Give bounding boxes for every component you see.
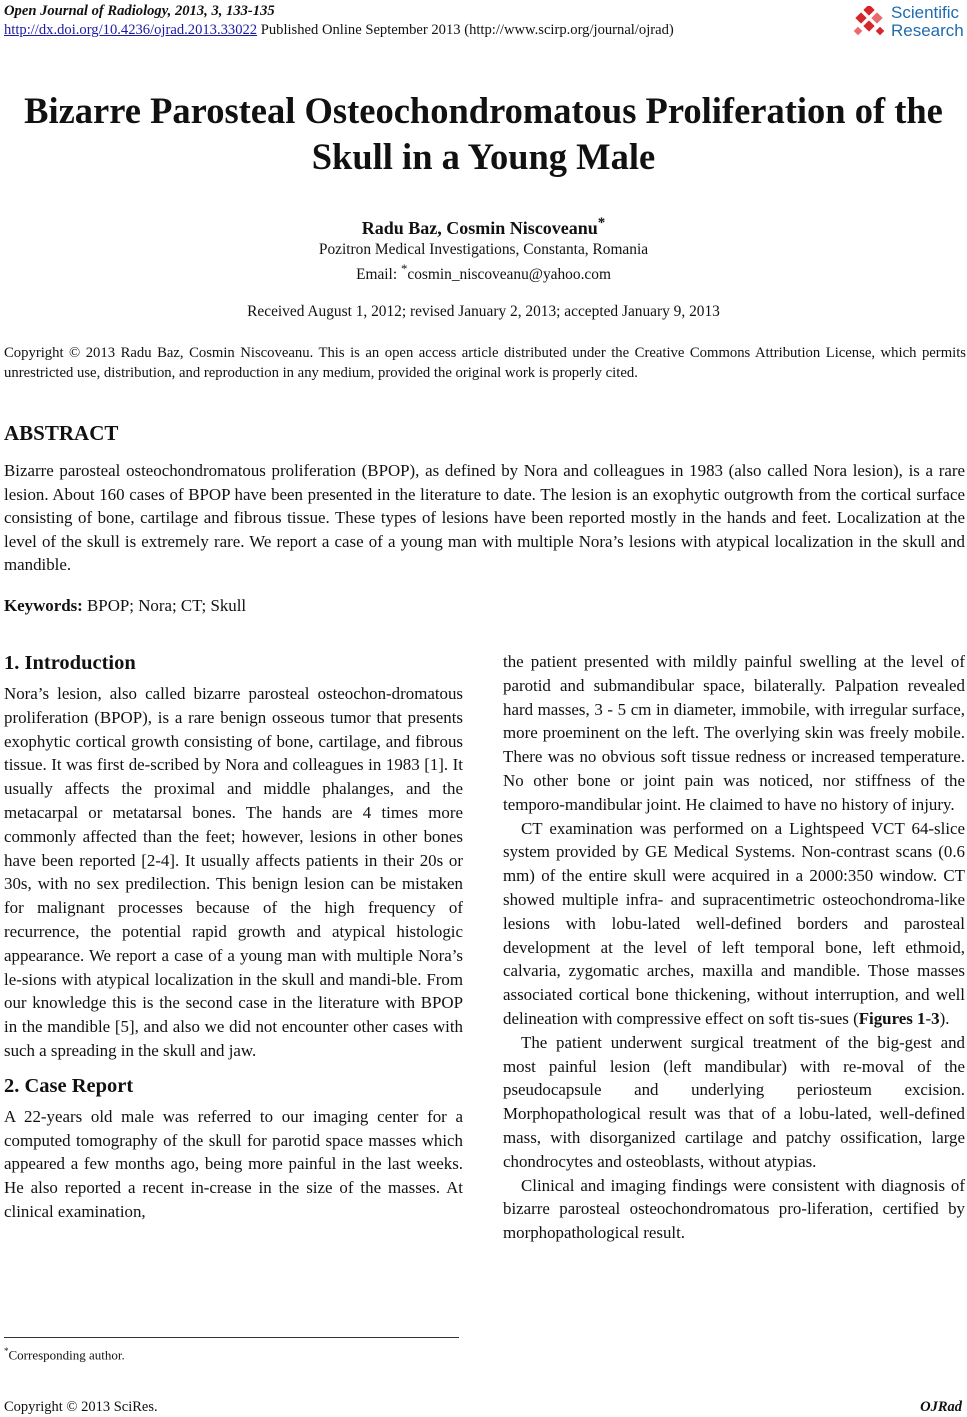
publisher-logo xyxy=(853,2,965,42)
ct-examination-paragraph xyxy=(503,817,965,1031)
footer-journal-abbrev: OJRad xyxy=(920,1399,962,1415)
case-report-continued-paragraph: the patient presented with mildly painful swelling at the level of parotid and submandibular space, bilaterally. Palpation revealed hard masses, 3 - 5 cm in diameter, immobile, with irregular surface, more proeminent on the left. The overlying skin was freely mobile. There was no obvious soft tissue redness or increased temperature. No other bone or joint pain was noticed, nor stiffness of the temporo-mandibular joint. He claimed to have no history of injury. xyxy=(503,652,965,814)
footnote-text: Corresponding author. xyxy=(8,1347,125,1363)
scientific-research-logo-icon xyxy=(853,6,887,40)
journal-header xyxy=(4,2,844,40)
email-address[interactable]: cosmin_niscoveanu@yahoo.com xyxy=(407,266,611,284)
figure-reference[interactable]: Figures 1 xyxy=(858,1008,926,1028)
logo-text-scientific: Scientific xyxy=(891,3,960,22)
journal-name: Open Journal of Radiology xyxy=(4,3,168,19)
footnote-divider xyxy=(4,1337,459,1338)
footnote-mark: * xyxy=(4,1346,9,1356)
author-names: Radu Baz, Cosmin Niscoveanu xyxy=(361,218,598,238)
figure-reference-3[interactable]: 3 xyxy=(931,1008,940,1028)
footnote xyxy=(4,1343,125,1363)
introduction-paragraph: Nora’s lesion, also called bizarre parosteal osteochon-dromatous proliferation (BPOP), is a rare benign osseous tumor that presents exophytic cortical growth consisting of bone, cartilage, and fibrous tissue. It was first de-scribed by Nora and colleagues in 1983 [1]. It usually affects the proximal and middle phalanges, and the metacarpal or metatarsal bones. The hands are 4 times more commonly affected than the feet; however, lesions in other bones have been reported [2-4]. It usually affects patients in their 20s or 30s, with no sex predilection. This benign lesion can be mistaken for malignant processes because of the high frequency of recurrence, the potential rapid growth and atypical histologic appearance. We report a case of a young man with multiple Nora’s le-sions with atypical localization in the skull and mandi-ble. From our knowledge this is the second case in the literature with BPOP in the mandible [5], and also we did not encounter other cases with such a spreading in the skull and jaw. xyxy=(4,684,463,1060)
case-report-paragraph: A 22-years old male was referred to our imaging center for a computed tomography of the skull for parotid space masses which appeared a few months ago, being more painful in the last weeks. He also reported a recent in-crease in the size of the masses. At clinical examination, xyxy=(4,1106,463,1221)
doi-link[interactable]: http://dx.doi.org/10.4236/ojrad.2013.33022 xyxy=(4,22,258,38)
logo-text-research: Research xyxy=(891,21,964,40)
section-heading-case-report: 2. Case Report xyxy=(4,1074,134,1097)
ct-text: CT examination was performed on a Lightspeed VCT 64-slice system provided by GE Medical Systems. Non-contrast scans (0.6 mm) of the entire skull were acquired in a 2000:350 window. CT showed multiple infra- and supracentimetric osteochondroma-like lesions with lobu-lated well-defined borders and parosteal development at the level of left temporal bone, left ethmoid, calvaria, zygomatic arches, maxilla and mandible. Those masses associated cortical bone thickening, without interruption, and well delineation with compressive effect on soft tis-sues ( xyxy=(503,818,965,1028)
keywords-list: BPOP; Nora; CT; Skull xyxy=(82,596,247,615)
email-label: Email: xyxy=(356,266,401,284)
author-email xyxy=(0,260,967,284)
keywords xyxy=(4,594,246,617)
diagnosis-paragraph: Clinical and imaging findings were consistent with diagnosis of bizarre parosteal osteochondromatous pro-liferation, certified by morphopathological result. xyxy=(503,1175,965,1243)
surgical-treatment-paragraph: The patient underwent surgical treatment of the big-gest and most painful lesion (left mandibular) with re-moval of the pseudocapsule and underlying periosteum excision. Morphopathological result was that of a lobu-lated, well-defined mass, with disorganized cartilage and patchy ossification, large chondrocytes and osteoblasts, without atypias. xyxy=(503,1032,965,1171)
ct-text-end: ). xyxy=(939,1008,950,1028)
keywords-label: Keywords: xyxy=(4,596,83,615)
affiliation: Pozitron Medical Investigations, Constanta, Romania xyxy=(318,241,649,258)
email-mark: * xyxy=(400,262,408,276)
section-heading-introduction: 1. Introduction xyxy=(4,652,136,674)
journal-volume: , 2013, 3, 133-135 xyxy=(167,3,275,19)
footer-copyright: Copyright © 2013 SciRes. xyxy=(4,1399,158,1415)
published-info: Published Online September 2013 (http://www.scirp.org/journal/ojrad) xyxy=(257,22,674,38)
corresponding-mark: * xyxy=(597,215,606,231)
left-column xyxy=(4,650,463,1224)
figure-dash: - xyxy=(925,1008,932,1028)
right-column xyxy=(503,650,965,1245)
abstract-heading: ABSTRACT xyxy=(4,421,119,445)
copyright-notice: Copyright © 2013 Radu Baz, Cosmin Niscoveanu. This is an open access article distributed under the Creative Commons Attribution License, which permits unrestricted use, distribution, and reproduction in any medium, provided the original work is properly cited. xyxy=(4,345,966,381)
received-dates: Received August 1, 2012; revised January 2, 2013; accepted January 9, 2013 xyxy=(247,303,720,320)
article-title: Bizarre Parosteal Osteochondromatous Proliferation of the Skull in a Young Male xyxy=(24,90,943,177)
abstract-text: Bizarre parosteal osteochondromatous proliferation (BPOP), as defined by Nora and colleagues in 1983 (also called Nora lesion), is a rare lesion. About 160 cases of BPOP have been presented in the literature to date. The lesion is an exophytic outgrowth from the cortical surface consisting of bone, cartilage and fibrous tissue. These types of lesions have been reported mostly in the hands and feet. Localization at the level of the skull is extremely rare. We report a case of a young man with multiple Nora’s lesions with atypical localization in the skull and mandible. xyxy=(4,461,965,574)
author-list xyxy=(0,212,967,239)
